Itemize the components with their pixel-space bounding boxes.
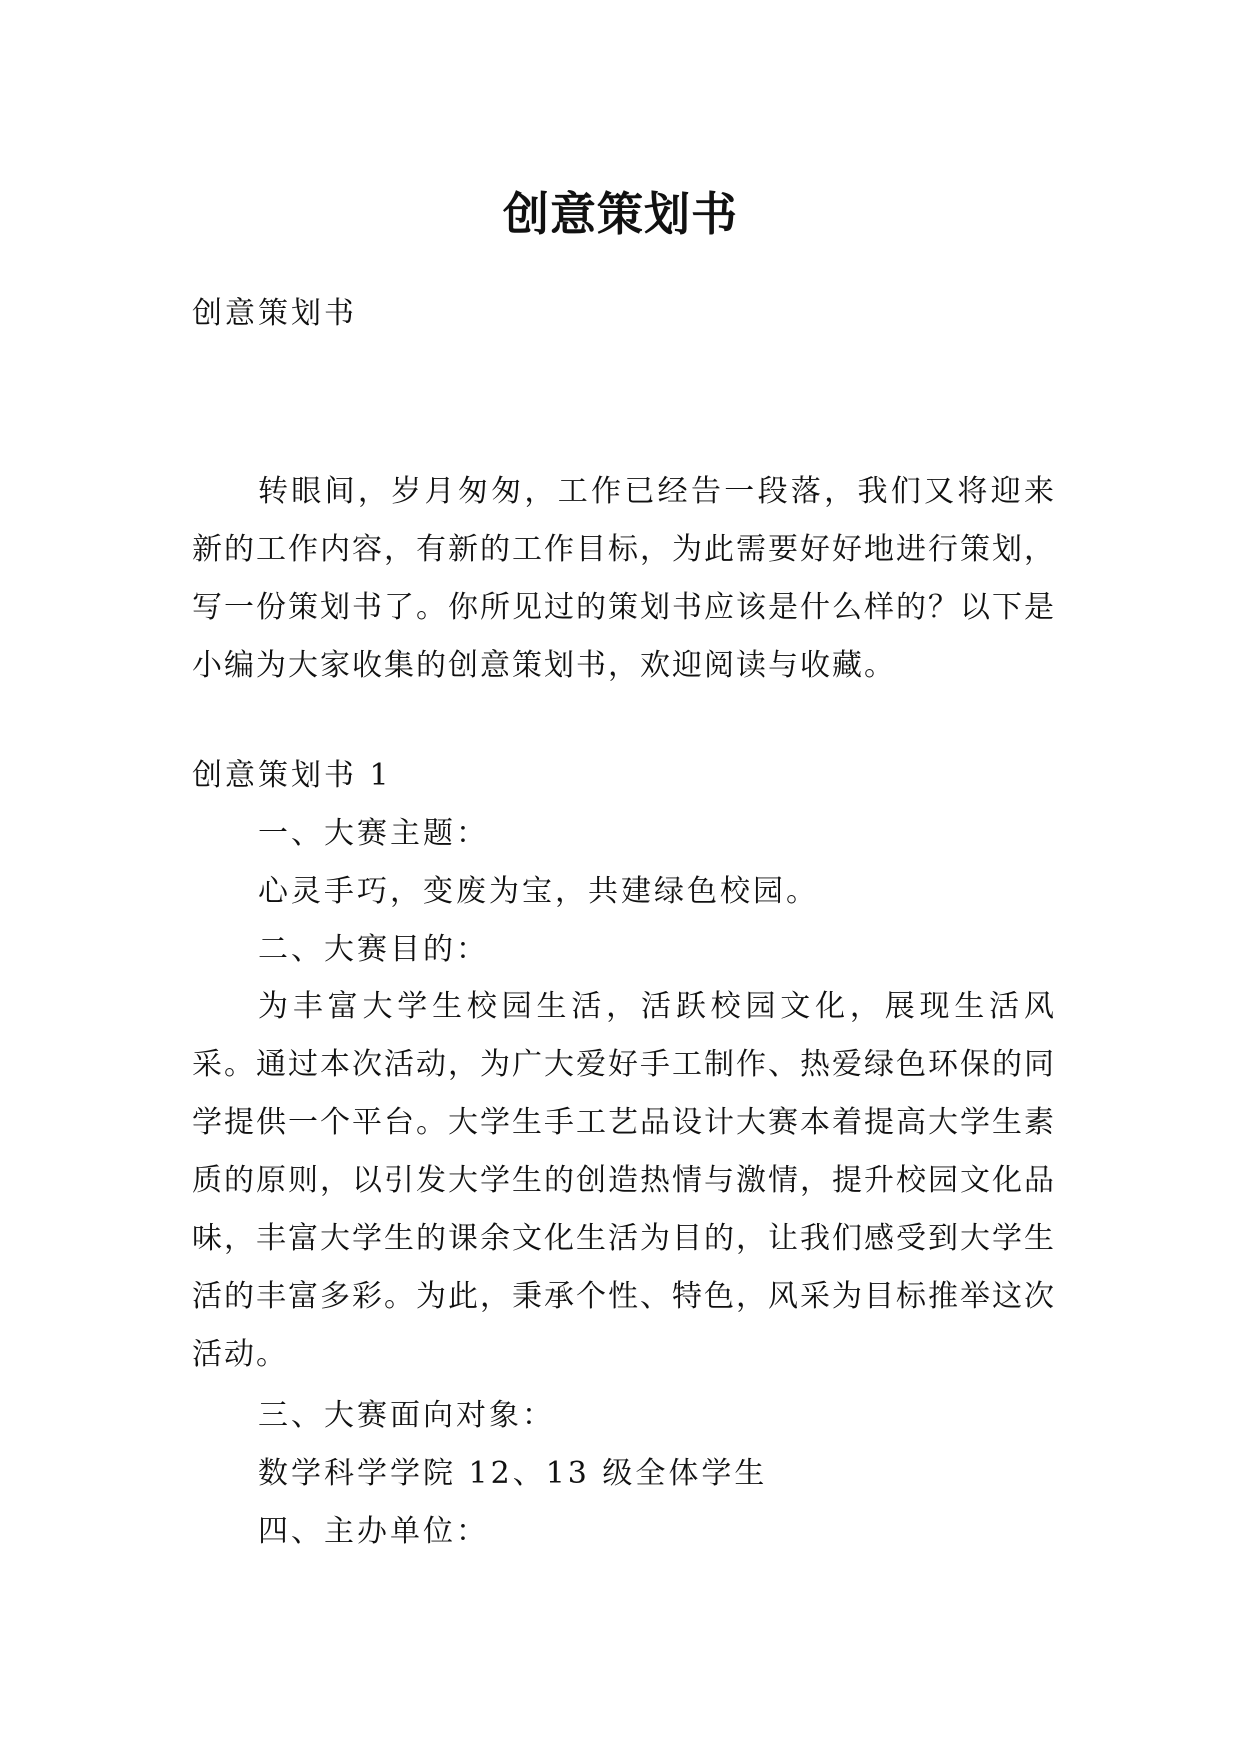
heading-audience: 三、大赛面向对象： [258,1398,555,1433]
theme-text: 心灵手巧，变废为宝，共建绿色校园。 [258,874,819,909]
audience-text: 数学科学学院 12、13 级全体学生 [258,1456,768,1491]
heading-organizer: 四、主办单位： [258,1514,489,1549]
document-subtitle: 创意策划书 [192,296,357,331]
document-title: 创意策划书 [503,186,738,241]
section-title: 创意策划书 1 [192,758,392,793]
heading-theme: 一、大赛主题： [258,816,489,851]
purpose-paragraph: 为丰富大学生校园生活，活跃校园文化，展现生活风采。通过本次活动，为广大爱好手工制作、热爱绿色环保的同学提供一个平台。大学生手工艺品设计大赛本着提高大学生素质的原则，以引发大学生的创造热情与激情，提升校园文化品味，丰富大学生的课余文化生活为目的，让我们感受到大学生活的丰富多彩。为此，秉承个性、特色，风采为目标推举这次活动。 [192,989,1056,1372]
intro-paragraph: 转眼间，岁月匆匆，工作已经告一段落，我们又将迎来新的工作内容，有新的工作目标，为此需要好好地进行策划，写一份策划书了。你所见过的策划书应该是什么样的？以下是小编为大家收集的创意策划书，欢迎阅读与收藏。 [192,474,1056,683]
heading-purpose: 二、大赛目的： [258,932,489,967]
